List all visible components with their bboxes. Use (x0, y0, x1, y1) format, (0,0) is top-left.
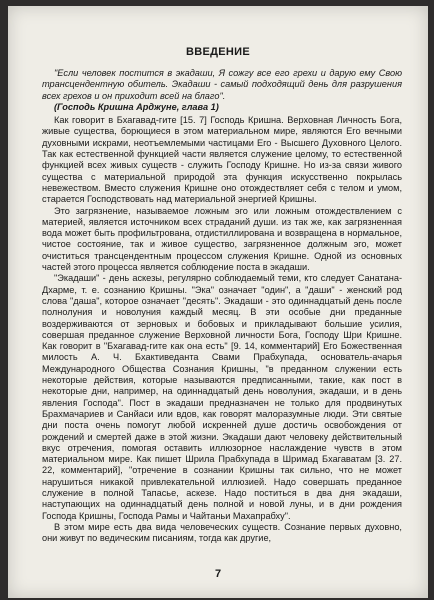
body-text (42, 68, 402, 544)
page-title: ВВЕДЕНИЕ (186, 46, 250, 58)
page-number: 7 (214, 568, 222, 580)
paragraph-3: "Экадаши" - день аскезы, регулярно соблюдаемый теми, кто следует Санатана-Дхарме, т. е. сознанию Кришны. "Эка" означает "один", а "даши" - женский род слова "даша", которое означает "десять". Экадаши - это одиннадцатый день после полнолуния и новолуния каждый месяц. В эти особые дни преданные воздерживаются от зерновых и бобовых и прикладывают большие усилия, совершая преданное служение Верховной личности Бога, Господу Шри Кришне. Как говорит в "Бхагавад-гите как она есть" [9. 14, комментарий] Его Божественная милость А. Ч. Бхактиведанта Свами Прабхупада, основатель-ачарья Международного Общества Сознания Кришны, "в преданном служении есть некоторые действия, которые называются предписанными, такие, как пост в некоторые дни, например, на одиннадцатый день новолуния, экадаши, и в день явления Господа". Пост в экадаши предназначен не только для продвинутых Брахмачариев и Санйаси или вдов, как говорят малоразумные люди. Эти святые дни поста очень помогут любой искренней душе достичь освобождения от рождений и смертей даже в этой жизни. Экадаши дают человеку действительный вкус отречения, помогая оставить иллюзорное наслаждение чувств в этом материальном мире. Как пишет Шрила Прабхупада в Шримад Бхагаватам [3. 27. 22, комментарий], "отречение в сознании Кришны так сильно, что не может нарушиться никакой привлекательной иллюзией. Надо совершать преданное служение в полной Тапасье, аскезе. Надо поститься в два дня экадаши, наступающих на одиннадцатый день полной и новой луны, и в дни рождения Господа Кришны, Господа Рамы и Чайтаньи Махапрабху". (42, 273, 402, 521)
epigraph-source: (Господь Кришна Арджуне, глава 1) (54, 101, 219, 112)
paragraph-2: Это загрязнение, называемое ложным эго или ложным отождествлением с материей, является источником всех страданий души. из так же, как загрязненная вода может быть профильтрована, отдистиллирована и возвращена в нормальное, чистое состояние, так и живое существо, загрязненное должным эго, может очиститься трансцендентным процессом служения Кришне. Одной из основных частей этого процесса является соблюдение поста в экадаши. (42, 205, 402, 273)
paragraph-1: Как говорит в Бхагавад-гите [15. 7] Господь Кришна. Верховная Личность Бога, живые существа, борющиеся в этом материальном мире, являются Его вечными духовными искрами, неотъемлемыми частицами Его - Высшего Духовного Целого. Так как естественной функцией части является служение целому, то естественной функцией всех живых существ - служить Господу Кришне. Но из-за связи живого существа с материальной природой эта функция искусственно покрылась невежеством. Вместо служения Кришне оно отождествляет себя с телом и умом, старается Господствовать над материальной энергией Кришны. (42, 115, 402, 205)
epigraph: "Если человек постится в экадаши, Я сожгу все его грехи и дарую ему Свою трансцендентную обитель. Экадаши - самый подходящий день для разрушения всех грехов и он приходит всей на благо". (42, 68, 402, 101)
book-page (8, 6, 428, 598)
paragraph-4: В этом мире есть два вида человеческих существ. Сознание первых духовно, они живут по ведическим писаниям, тогда как другие, (42, 521, 402, 544)
